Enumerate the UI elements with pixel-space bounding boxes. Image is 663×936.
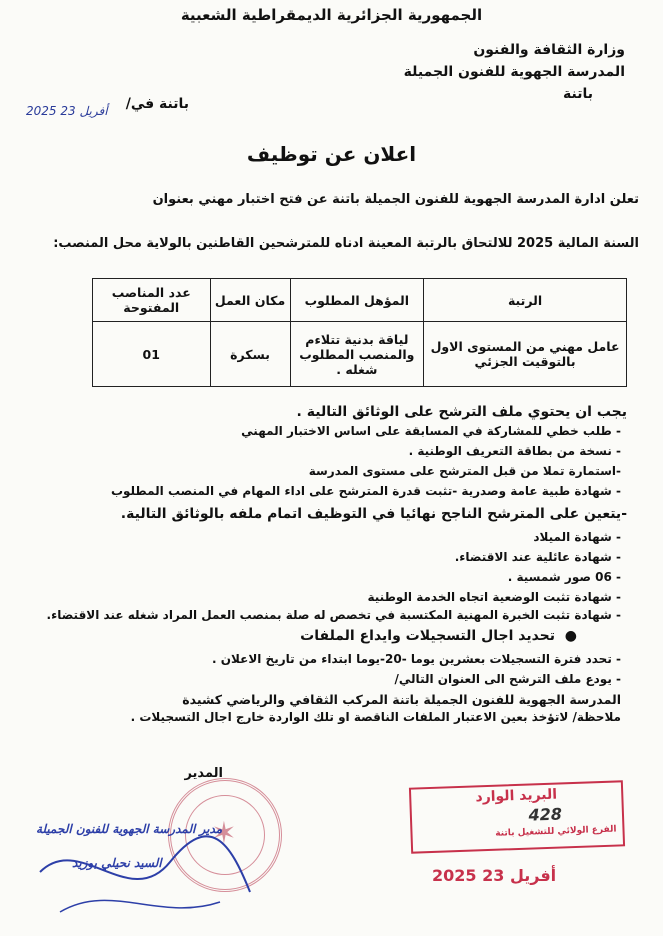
list-item: ملاحظة/ لاتؤخذ بعين الاعتبار الملفات الناقصة او تلك الواردة خارج اجال التسجيلات . bbox=[130, 710, 621, 724]
list-item: المدرسة الجهوية للفنون الجميلة باتنة المركب الثقافي والرياضي كشيدة bbox=[182, 692, 621, 707]
intro-line-1: تعلن ادارة المدرسة الجهوية للفنون الجميلة باتنة عن فتح اختبار مهني بعنوان bbox=[152, 192, 639, 207]
list-item: - نسخة من بطاقة التعريف الوطنية . bbox=[408, 444, 621, 458]
list-item: - شهادة تثبت الوضعية اتجاه الخدمة الوطنية bbox=[367, 590, 621, 604]
application-docs-heading: يجب ان يحتوي ملف الترشح على الوثائق التالية . bbox=[296, 404, 627, 420]
final-docs-heading: -يتعين على المترشح الناجح نهائيا في التوظيف اتمام ملفه بالوثائق التالية. bbox=[120, 506, 627, 522]
list-item: - شهادة تثبت الخبرة المهنية المكتسبة في تخصص له صلة بمنصب العمل المراد شغله عند الاقتضاء. bbox=[46, 608, 621, 622]
received-stamp-number: 428 bbox=[528, 804, 563, 825]
col-header-workplace: مكان العمل bbox=[210, 279, 290, 322]
col-header-qualification: المؤهل المطلوب bbox=[290, 279, 424, 322]
list-item: - شهادة الميلاد bbox=[533, 530, 621, 544]
page-title: اعلان عن توظيف bbox=[246, 142, 417, 166]
col-header-positions: عدد المناصب المفتوحة bbox=[93, 279, 211, 322]
table-row bbox=[93, 322, 627, 387]
director-title: المدير bbox=[184, 766, 223, 781]
received-stamp bbox=[409, 780, 625, 853]
handwritten-date: 2025 أفريل 23 bbox=[26, 104, 108, 118]
school-name: المدرسة الجهوية للفنون الجميلة bbox=[403, 64, 625, 80]
school-city: باتنة bbox=[563, 86, 593, 102]
col-header-rank: الرتبة bbox=[424, 279, 627, 322]
received-stamp-title: البريد الوارد bbox=[475, 786, 558, 806]
deadlines-heading bbox=[300, 628, 577, 644]
signature-line-2: السيد نحيلي بوزيد bbox=[72, 856, 162, 870]
table-header-row bbox=[93, 279, 627, 322]
signature-line-1: مدير المدرسة الجهوية للفنون الجميلة bbox=[36, 822, 223, 836]
deadlines-heading-text: تحديد اجال التسجيلات وايداع الملفات bbox=[300, 628, 556, 644]
cell-positions: 01 bbox=[93, 322, 211, 387]
positions-table bbox=[92, 278, 627, 387]
list-item: - 06 صور شمسية . bbox=[507, 570, 621, 584]
cell-workplace: بسكرة bbox=[210, 322, 290, 387]
cell-qualification: لياقة بدنية تتلاءم والمنصب المطلوب شغله . bbox=[290, 322, 424, 387]
list-item: - شهادة طبية عامة وصدرية -تثبت قدرة المترشح على اداء المهام في المنصب المطلوب bbox=[110, 484, 621, 498]
emblem-icon: ✶ bbox=[211, 816, 237, 851]
list-item: - شهادة عائلية عند الاقتضاء. bbox=[454, 550, 621, 564]
list-item: - تحدد فترة التسجيلات بعشرين يوما -20-يوما ابتداء من تاريخ الاعلان . bbox=[212, 652, 621, 666]
list-item: - طلب خطي للمشاركة في المسابقة على اساس الاختبار المهني bbox=[241, 424, 621, 438]
received-stamp-branch: الفرع الولائي للتشغيل باتنة bbox=[495, 824, 617, 839]
ministry-name: وزارة الثقافة والفنون bbox=[473, 42, 625, 58]
intro-line-2: السنة المالية 2025 للالتحاق بالرتبة المعينة ادناه للمترشحين القاطنين بالولاية محل المنصب: bbox=[53, 236, 639, 251]
date-label: باتنة في/ bbox=[125, 96, 189, 112]
received-stamp-date: 2025 أفريل 23 bbox=[432, 866, 557, 885]
cell-rank: عامل مهني من المستوى الاول بالتوقيت الجزئي bbox=[424, 322, 627, 387]
list-item: -استمارة تملا من قبل المترشح على مستوى المدرسة bbox=[308, 464, 621, 478]
list-item: - يودع ملف الترشح الى العنوان التالي/ bbox=[394, 672, 621, 686]
bullet-icon: ● bbox=[555, 628, 577, 644]
republic-heading: الجمهورية الجزائرية الديمقراطية الشعبية bbox=[180, 6, 483, 24]
